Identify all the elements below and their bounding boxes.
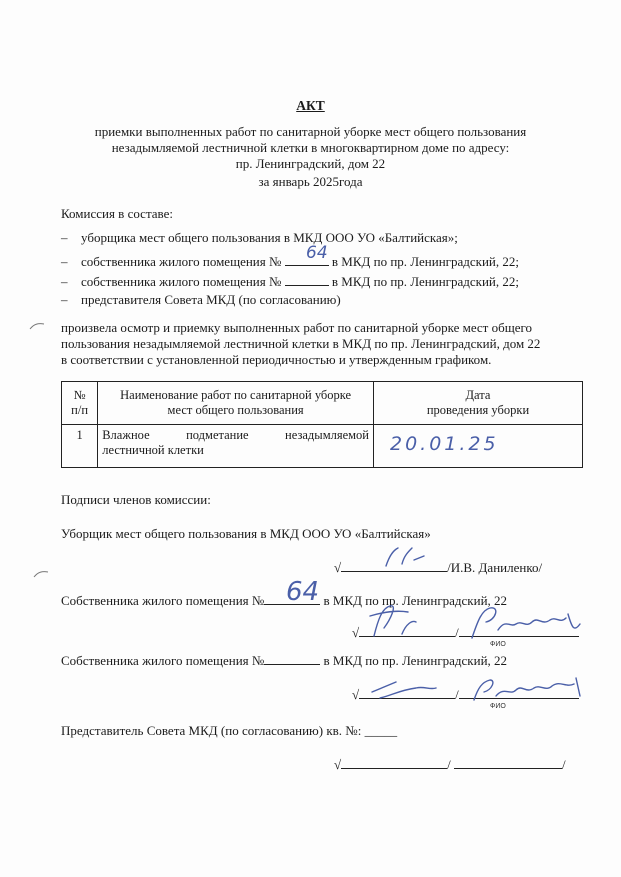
- owner1-number-mirror: [254, 601, 374, 611]
- owner1-signature: [360, 600, 590, 644]
- handwritten-date: 20.01.25: [390, 433, 499, 455]
- cleaner-label: Уборщик мест общего пользования в МКД ООО УО «Балтийская»: [61, 526, 431, 541]
- heading-line-3: пр. Ленинградский, дом 22: [235, 156, 386, 171]
- header-date: Дата проведения уборки: [374, 382, 583, 425]
- cleaner-signature-line: √ /И.В. Даниленко/: [334, 560, 543, 575]
- owner1-fio-label: ФИО: [490, 641, 506, 648]
- commission-item-4: – представителя Совета МКД (по согласованию): [61, 292, 341, 307]
- cleaner-signature: [380, 546, 430, 568]
- owner2-signature-line: √ /: [352, 687, 579, 703]
- commission-item-3: – собственника жилого помещения № в МКД по пр. Ленинградский, 22;: [61, 271, 519, 290]
- body-line-2: пользования незадымляемой лестничной клетки в МКД по пр. Ленинградский, дом 22: [61, 336, 541, 351]
- owner2-line: Собственника жилого помещения № в МКД по пр. Ленинградский, 22: [61, 653, 508, 668]
- header-name: Наименование работ по санитарной уборке мест общего пользования: [98, 382, 374, 425]
- heading-line-4: за январь 2025года: [258, 174, 363, 189]
- svg-text:64: 64: [286, 577, 320, 607]
- council-label: Представитель Совета МКД (по согласованию) кв. №: _____: [61, 723, 398, 738]
- header-num: № п/п: [62, 382, 98, 425]
- body-line-1: произвела осмотр и приемку выполненных работ по санитарной уборке мест общего: [61, 320, 533, 335]
- margin-mark-1: [28, 320, 48, 332]
- row-num: 1: [62, 425, 98, 468]
- owner1-signature-line: √ /: [352, 625, 579, 641]
- signatures-heading: Подписи членов комиссии:: [61, 492, 211, 507]
- table-header-row: [62, 382, 583, 425]
- svg-text:64: 64: [306, 243, 328, 263]
- table-row: [62, 425, 583, 468]
- row-date: [374, 425, 583, 468]
- owner2-fio-label: ФИО: [490, 703, 506, 710]
- commission-intro: Комиссия в составе:: [61, 206, 173, 221]
- heading-line-1: приемки выполненных работ по санитарной уборке мест общего пользования: [94, 124, 527, 139]
- margin-mark-2: [32, 568, 52, 580]
- owner1-line: Собственника жилого помещения № в МКД по пр. Ленинградский, 22: [61, 593, 508, 608]
- owner2-signature: [360, 670, 590, 708]
- commission-number-handwritten: [303, 240, 343, 264]
- council-signature-line: √ / /: [334, 757, 566, 772]
- commission-item-2: – собственника жилого помещения № в МКД по пр. Ленинградский, 22;: [61, 251, 519, 270]
- heading-line-2: незадымляемой лестничной клетки в многоквартирном доме по адресу:: [111, 140, 510, 155]
- document-title: АКТ: [296, 98, 325, 113]
- commission-item-1: – уборщика мест общего пользования в МКД ООО УО «Балтийская»;: [61, 230, 458, 245]
- body-line-3: в соответствии с установленной периодичностью и утвержденным графиком.: [61, 352, 492, 367]
- row-name: Влажное подметание незадымляемой лестничной клетки: [98, 425, 374, 468]
- works-table: [61, 381, 583, 468]
